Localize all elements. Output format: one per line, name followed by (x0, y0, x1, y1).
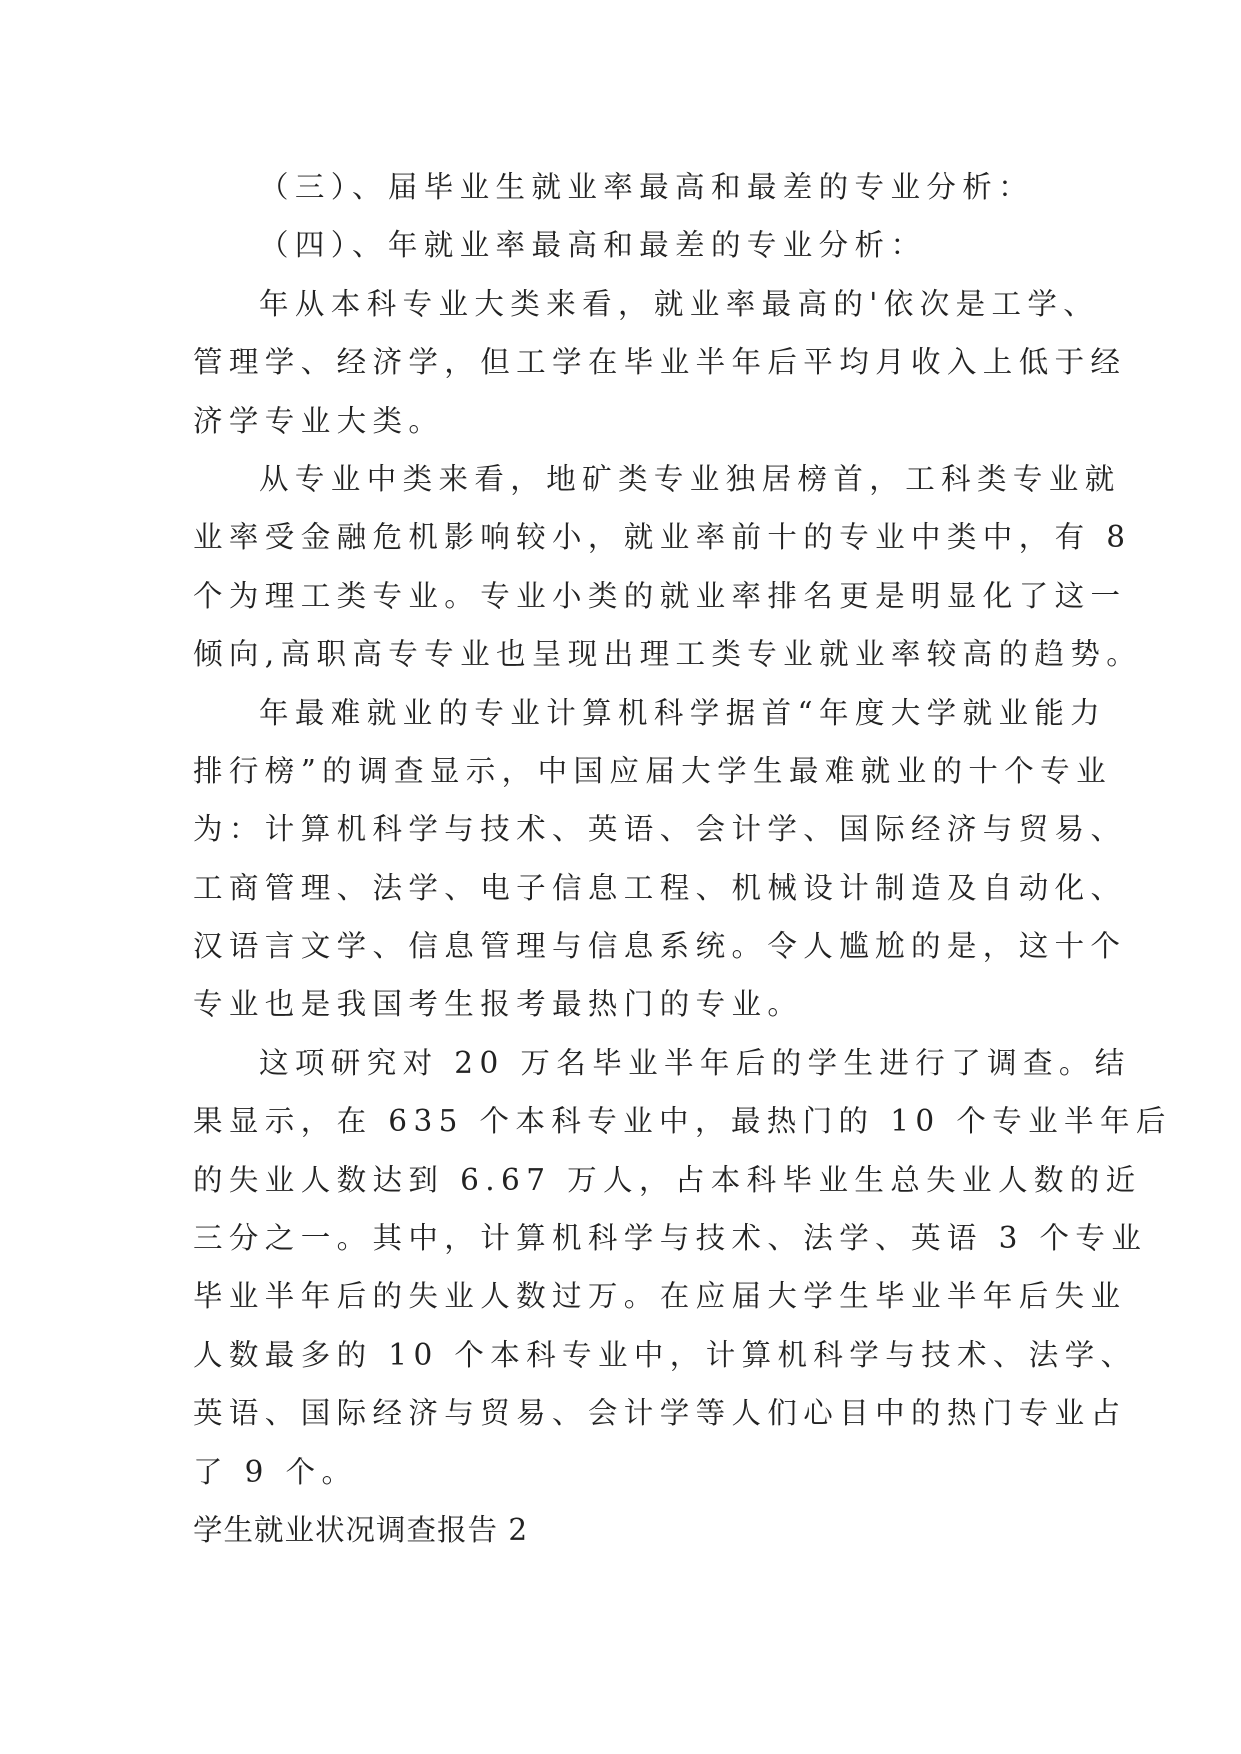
paragraph-line: 倾向,高职高专专业也呈现出理工类专业就业率较高的趋势。 (193, 637, 1143, 672)
paragraph-line: 三分之一。其中，计算机科学与技术、法学、英语 3 个专业 (193, 1221, 1148, 1256)
paragraph-line: 管理学、经济学，但工学在毕业半年后平均月收入上低于经 (193, 345, 1127, 380)
paragraph-line: 果显示，在 635 个本科专业中，最热门的 10 个专业半年后 (193, 1104, 1172, 1139)
paragraph-line: 专业也是我国考生报考最热门的专业。 (193, 987, 804, 1022)
paragraph-line: 毕业半年后的失业人数过万。在应届大学生毕业半年后失业 (193, 1279, 1127, 1314)
paragraph-line: 了 9 个。 (193, 1454, 358, 1489)
paragraph-line: 人数最多的 10 个本科专业中，计算机科学与技术、法学、 (193, 1337, 1137, 1372)
paragraph-line: 业率受金融危机影响较小，就业率前十的专业中类中，有 8 (193, 520, 1132, 555)
paragraph-line: 个为理工类专业。专业小类的就业率排名更是明显化了这一 (193, 578, 1127, 613)
document-body (193, 158, 1172, 1559)
heading-line: （三）、届毕业生就业率最高和最差的专业分析： (259, 170, 1035, 204)
paragraph-line: 年从本科专业大类来看，就业率最高的'依次是工学、 (259, 286, 1100, 321)
paragraph-line: 英语、国际经济与贸易、会计学等人们心目中的热门专业占 (193, 1396, 1127, 1431)
paragraph-line: 从专业中类来看，地矿类专业独居榜首，工科类专业就 (259, 461, 1121, 496)
paragraph-line: 这项研究对 20 万名毕业半年后的学生进行了调查。结 (259, 1045, 1131, 1080)
paragraph-line: 汉语言文学、信息管理与信息系统。令人尴尬的是，这十个 (193, 929, 1127, 964)
paragraph-line: 年最难就业的专业计算机科学据首“年度大学就业能力 (259, 695, 1107, 730)
paragraph-line: 的失业人数达到 6.67 万人，占本科毕业生总失业人数的近 (193, 1162, 1142, 1197)
paragraph-line: 为：计算机科学与技术、英语、会计学、国际经济与贸易、 (193, 812, 1127, 847)
heading-line: （四）、年就业率最高和最差的专业分析： (259, 228, 927, 263)
section-title: 学生就业状况调查报告 2 (193, 1512, 529, 1547)
paragraph-line: 济学专业大类。 (193, 403, 445, 438)
paragraph-line: 排行榜”的调查显示，中国应届大学生最难就业的十个专业 (193, 753, 1112, 788)
paragraph-line: 工商管理、法学、电子信息工程、机械设计制造及自动化、 (193, 870, 1127, 905)
